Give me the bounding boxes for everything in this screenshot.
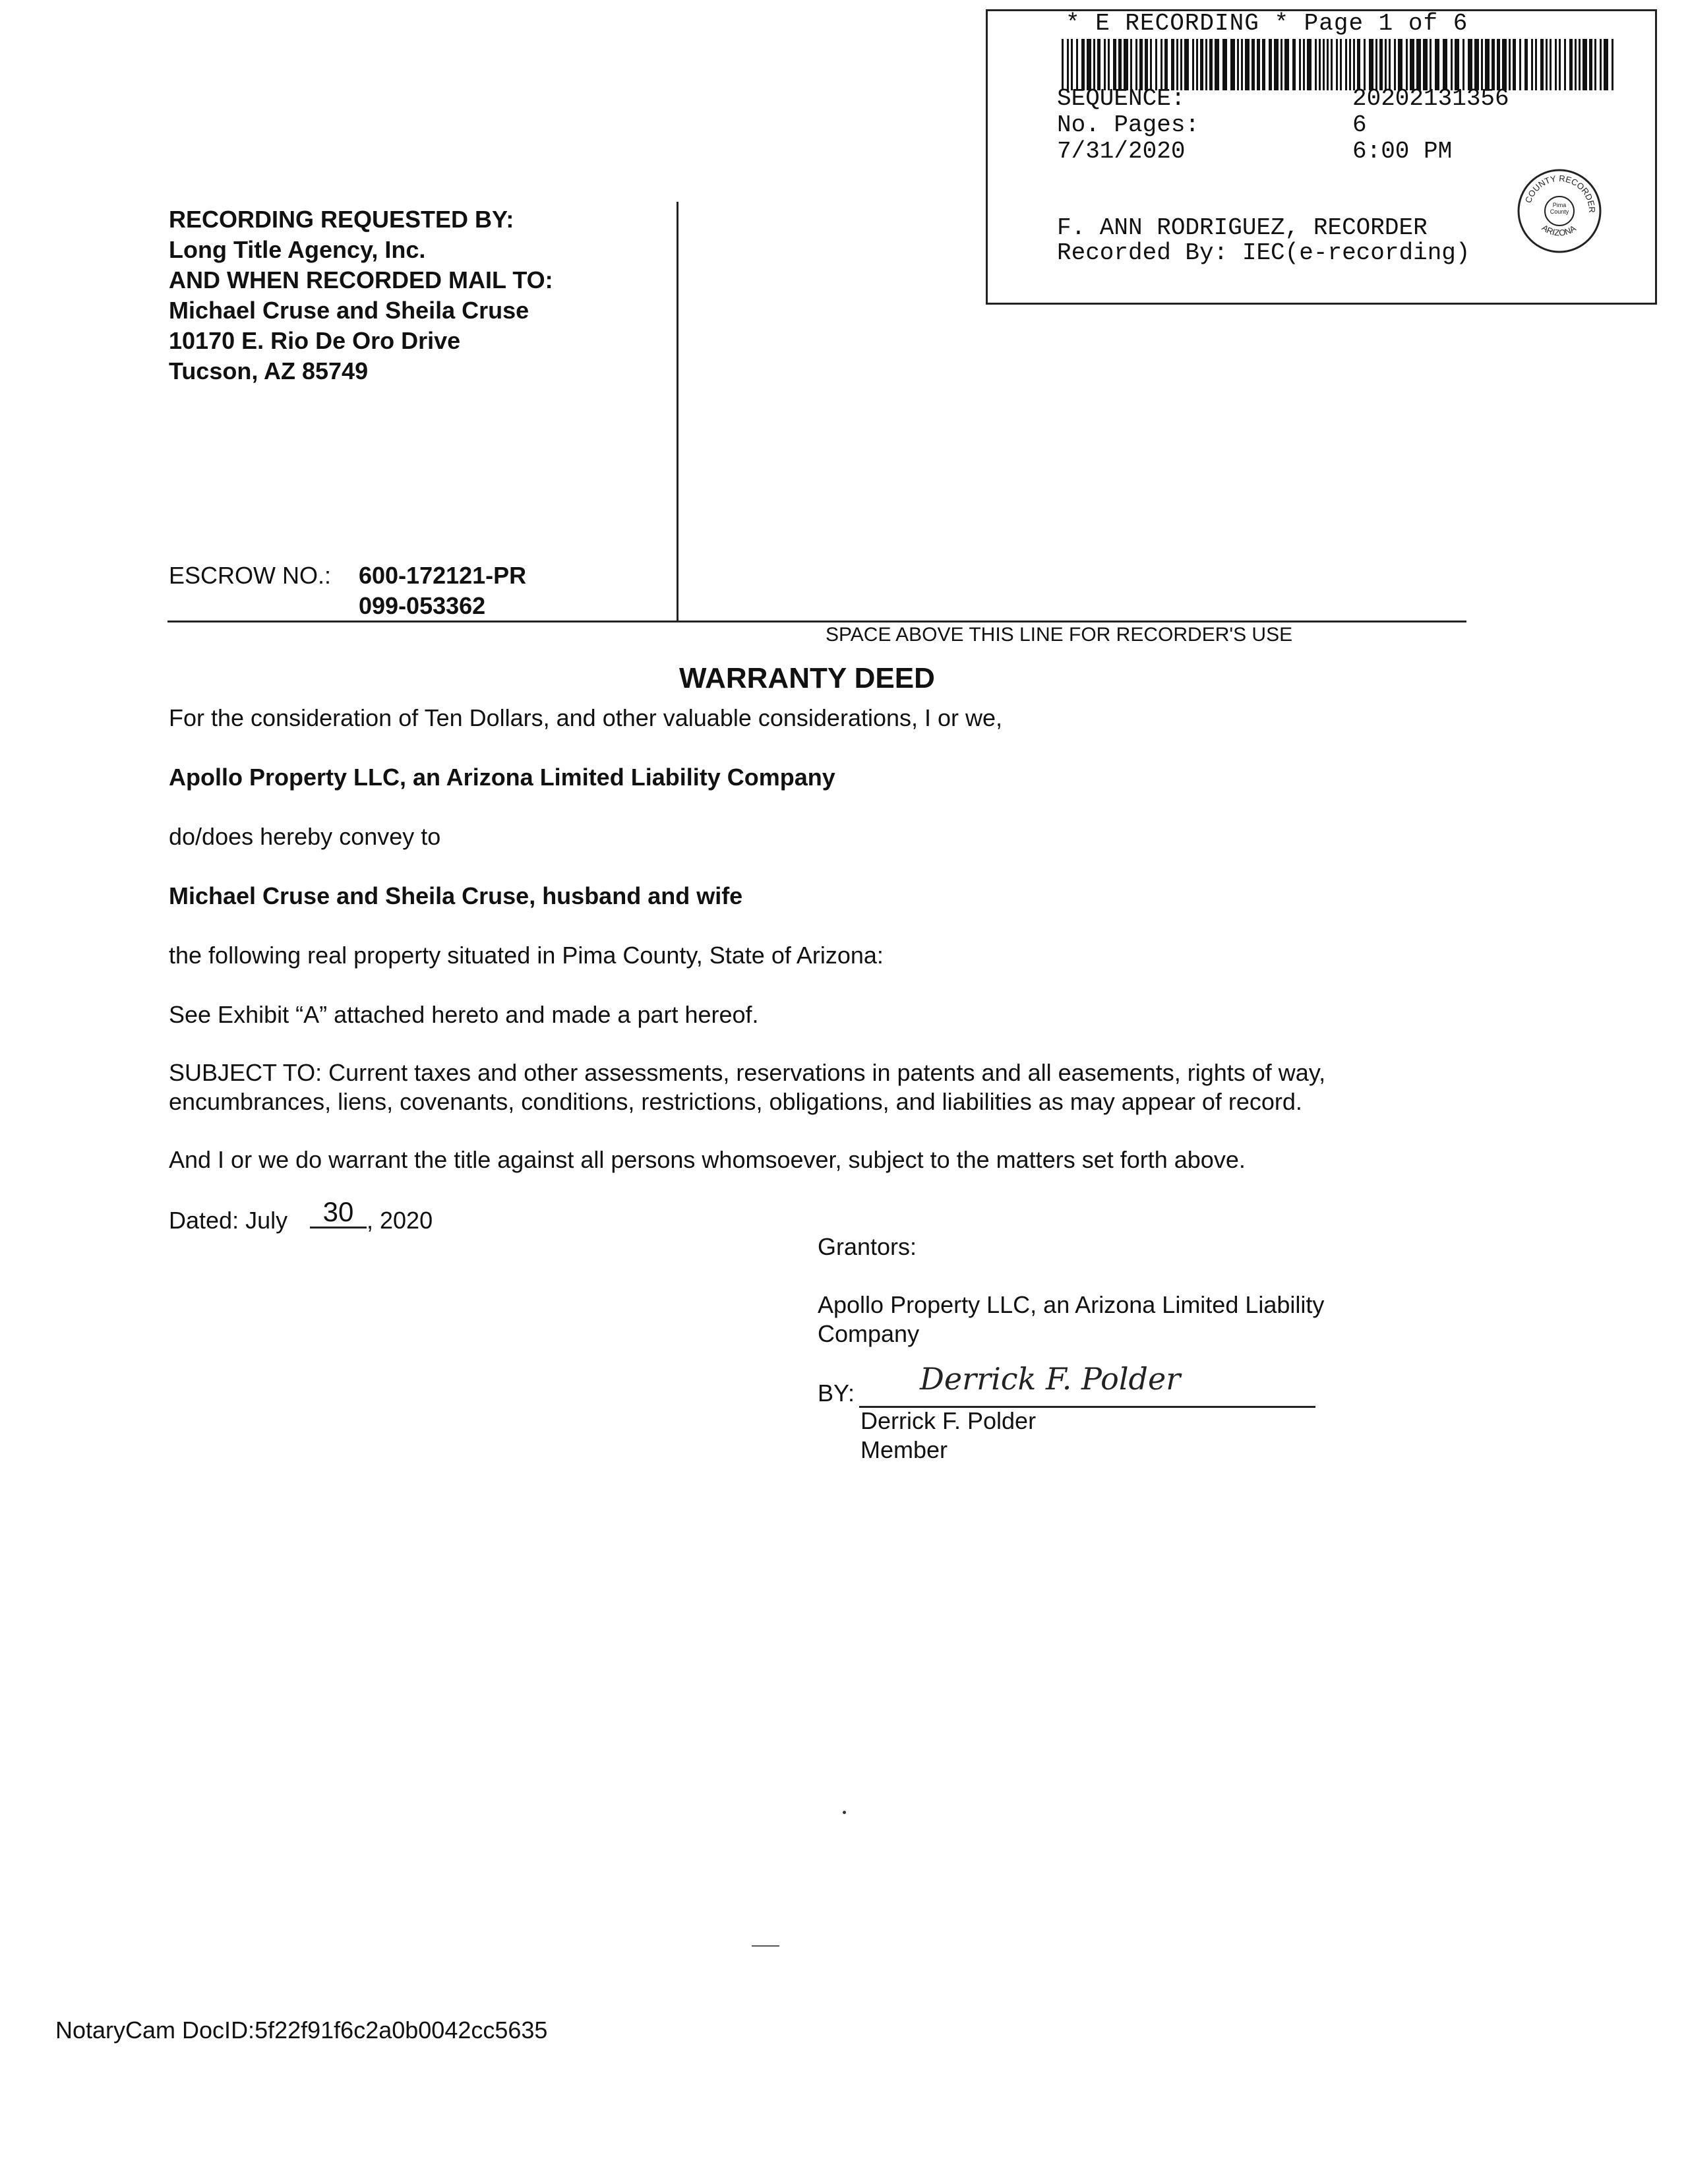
county-seal-icon — [1515, 167, 1604, 256]
barcode-bar — [1582, 39, 1587, 90]
barcode-bar — [1200, 39, 1203, 90]
barcode-bar — [1319, 39, 1321, 90]
barcode-bar — [1245, 39, 1250, 90]
barcode-bar — [1269, 39, 1272, 90]
consideration-text: For the consideration of Ten Dollars, and other valuable considerations, I or we, — [169, 704, 1003, 731]
barcode-bar — [1416, 39, 1421, 90]
barcode-bar — [1062, 39, 1064, 90]
barcode-bar — [1150, 39, 1152, 90]
barcode-bar — [1579, 39, 1581, 90]
recorded-by: Recorded By: IEC(e-recording) — [1057, 239, 1470, 266]
barcode-bar — [1485, 39, 1490, 90]
recording-header: * E RECORDING * Page 1 of 6 — [1066, 10, 1468, 37]
barcode-bar — [1215, 39, 1219, 90]
barcode-bar — [1394, 39, 1396, 90]
signer-name: Derrick F. Polder — [860, 1407, 1037, 1434]
barcode-bar — [1307, 39, 1311, 90]
dated-year: , 2020 — [367, 1207, 433, 1234]
barcode-bar — [1097, 39, 1100, 90]
barcode-bar — [1509, 39, 1511, 90]
barcode-bar — [1184, 39, 1189, 90]
barcode-bar — [1430, 39, 1432, 90]
barcode-bar — [1497, 39, 1500, 90]
barcode-bar — [1550, 39, 1552, 90]
barcode-bar — [1385, 39, 1387, 90]
warrant-text: And I or we do warrant the title against all persons whomsoever, subject to the matters set forth above. — [169, 1146, 1246, 1173]
recorder-stamp-box — [986, 9, 1657, 305]
barcode-bar — [1398, 39, 1402, 90]
barcode-bar — [1087, 39, 1091, 90]
grantor-name: Apollo Property LLC, an Arizona Limited Liability Company — [169, 764, 835, 791]
barcode-bar — [1104, 39, 1106, 90]
barcode-bar — [1164, 39, 1168, 90]
grantor-company-line-2: Company — [818, 1320, 920, 1347]
sequence-label: SEQUENCE: — [1057, 85, 1186, 112]
convey-text: do/does hereby convey to — [169, 823, 441, 850]
barcode-bar — [1519, 39, 1521, 90]
barcode-bar — [1299, 39, 1301, 90]
barcode-bar — [1423, 39, 1428, 90]
requested-by-agency: Long Title Agency, Inc. — [169, 236, 426, 263]
barcode-bar — [1257, 39, 1260, 90]
scan-mark — [752, 1945, 779, 1947]
barcode-bar — [1451, 39, 1453, 90]
barcode-bar — [1315, 39, 1317, 90]
barcode-bar — [1327, 39, 1329, 90]
barcode-bar — [1379, 39, 1383, 90]
barcode-bar — [1555, 39, 1557, 90]
barcode-bar — [1251, 39, 1255, 90]
deed-title: WARRANTY DEED — [679, 662, 935, 694]
barcode-bar — [1222, 39, 1227, 90]
recorder-use-note: SPACE ABOVE THIS LINE FOR RECORDER'S USE — [826, 624, 1293, 646]
subject-to-line-2: encumbrances, liens, covenants, conditions, restrictions, obligations, and liabilities as may appear of record. — [169, 1088, 1302, 1115]
barcode-bar — [1124, 39, 1128, 90]
seal-center-text: Pima County — [1550, 202, 1569, 215]
barcode-bar — [1502, 39, 1507, 90]
pages-label: No. Pages: — [1057, 111, 1200, 138]
barcode-bar — [1192, 39, 1194, 90]
sequence-value: 20202131356 — [1352, 85, 1509, 112]
barcode-bar — [1230, 39, 1235, 90]
requested-by-heading: RECORDING REQUESTED BY: — [169, 206, 514, 233]
dated-label: Dated: July — [169, 1207, 288, 1234]
recording-date: 7/31/2020 — [1057, 138, 1186, 165]
recording-time: 6:00 PM — [1352, 138, 1453, 165]
mail-to-street: 10170 E. Rio De Oro Drive — [169, 327, 461, 354]
barcode-bar — [1113, 39, 1116, 90]
property-text: the following real property situated in Pima County, State of Arizona: — [169, 942, 884, 969]
barcode-bar — [1274, 39, 1279, 90]
barcode-bar — [1071, 39, 1073, 90]
signer-title: Member — [860, 1436, 948, 1463]
barcode-bar — [1546, 39, 1548, 90]
barcode-bar — [1353, 39, 1355, 90]
escrow-label: ESCROW NO.: — [169, 562, 332, 589]
barcode-bar — [1176, 39, 1178, 90]
grantee-name: Michael Cruse and Sheila Cruse, husband and wife — [169, 882, 743, 909]
barcode-bar — [1196, 39, 1198, 90]
barcode-bar — [1564, 39, 1566, 90]
barcode-bar — [1612, 39, 1613, 90]
barcode-bar — [1535, 39, 1537, 90]
scan-speck — [843, 1811, 846, 1814]
barcode-bar — [1492, 39, 1495, 90]
barcode-bar — [1336, 39, 1338, 90]
barcode-bar — [1349, 39, 1351, 90]
barcode-bar — [1205, 39, 1207, 90]
barcode-bar — [1468, 39, 1472, 90]
barcode-bar — [1443, 39, 1447, 90]
barcode-icon — [1062, 39, 1615, 90]
barcode-bar — [1139, 39, 1143, 90]
barcode-bar — [1389, 39, 1391, 90]
barcode-bar — [1462, 39, 1464, 90]
exhibit-text: See Exhibit “A” attached hereto and made a part hereof. — [169, 1001, 759, 1028]
barcode-bar — [1303, 39, 1305, 90]
barcode-bar — [1081, 39, 1085, 90]
barcode-bar — [1145, 39, 1148, 90]
barcode-bar — [1180, 39, 1182, 90]
barcode-bar — [1345, 39, 1347, 90]
mail-to-name: Michael Cruse and Sheila Cruse — [169, 297, 529, 324]
subject-to-line-1: SUBJECT TO: Current taxes and other assessments, reservations in patents and all easements, rights of way, — [169, 1059, 1326, 1086]
barcode-bar — [1108, 39, 1110, 90]
barcode-bar — [1604, 39, 1608, 90]
barcode-bar — [1540, 39, 1544, 90]
barcode-bar — [1160, 39, 1162, 90]
barcode-bar — [1067, 39, 1069, 90]
barcode-bar — [1410, 39, 1414, 90]
barcode-bar — [1589, 39, 1592, 90]
barcode-bar — [1262, 39, 1265, 90]
barcode-bar — [1241, 39, 1243, 90]
barcode-bar — [1575, 39, 1577, 90]
barcode-bar — [1369, 39, 1373, 90]
svg-text:ARIZONA — [1540, 222, 1578, 237]
barcode-bar — [1559, 39, 1561, 90]
barcode-bar — [1237, 39, 1239, 90]
barcode-bar — [1524, 39, 1528, 90]
barcode-bar — [1323, 39, 1325, 90]
barcode-bar — [1513, 39, 1516, 90]
escrow-number-primary: 600-172121-PR — [359, 562, 527, 589]
barcode-bar — [1569, 39, 1573, 90]
barcode-bar — [1171, 39, 1174, 90]
barcode-bar — [1209, 39, 1213, 90]
barcode-bar — [1284, 39, 1289, 90]
escrow-number-secondary: 099-053362 — [359, 592, 486, 619]
barcode-bar — [1474, 39, 1479, 90]
barcode-bar — [1375, 39, 1377, 90]
recorder-name: F. ANN RODRIGUEZ, RECORDER — [1057, 214, 1428, 241]
recorder-space-divider — [167, 621, 1466, 622]
mail-to-heading: AND WHEN RECORDED MAIL TO: — [169, 266, 553, 293]
barcode-bar — [1364, 39, 1366, 90]
handwritten-signature: Derrick F. Polder — [920, 1361, 1181, 1397]
barcode-bar — [1600, 39, 1602, 90]
barcode-bar — [1076, 39, 1078, 90]
barcode-bar — [1155, 39, 1157, 90]
by-label: BY: — [818, 1380, 855, 1407]
grantors-label: Grantors: — [818, 1233, 917, 1260]
pages-value: 6 — [1352, 111, 1367, 138]
vertical-divider — [677, 202, 678, 621]
seal-top-text: COUNTY RECORDER — [1522, 173, 1598, 214]
barcode-bar — [1130, 39, 1132, 90]
barcode-bar — [1455, 39, 1459, 90]
barcode-bar — [1281, 39, 1282, 90]
barcode-bar — [1357, 39, 1360, 90]
barcode-bar — [1594, 39, 1596, 90]
barcode-bar — [1406, 39, 1408, 90]
barcode-bar — [1481, 39, 1483, 90]
barcode-bar — [1135, 39, 1137, 90]
barcode-bar — [1435, 39, 1439, 90]
dated-day: 30 — [310, 1198, 367, 1228]
barcode-bar — [1118, 39, 1122, 90]
barcode-bar — [1331, 39, 1333, 90]
barcode-bar — [1340, 39, 1342, 90]
grantor-company-line-1: Apollo Property LLC, an Arizona Limited Liability — [818, 1291, 1325, 1318]
barcode-bar — [1093, 39, 1095, 90]
barcode-bar — [1292, 39, 1296, 90]
notarycam-doc-id: NotaryCam DocID:5f22f91f6c2a0b0042cc5635 — [55, 2017, 548, 2044]
barcode-bar — [1531, 39, 1533, 90]
seal-bottom-text: ARIZONA — [1540, 222, 1578, 238]
mail-to-city: Tucson, AZ 85749 — [169, 357, 369, 384]
